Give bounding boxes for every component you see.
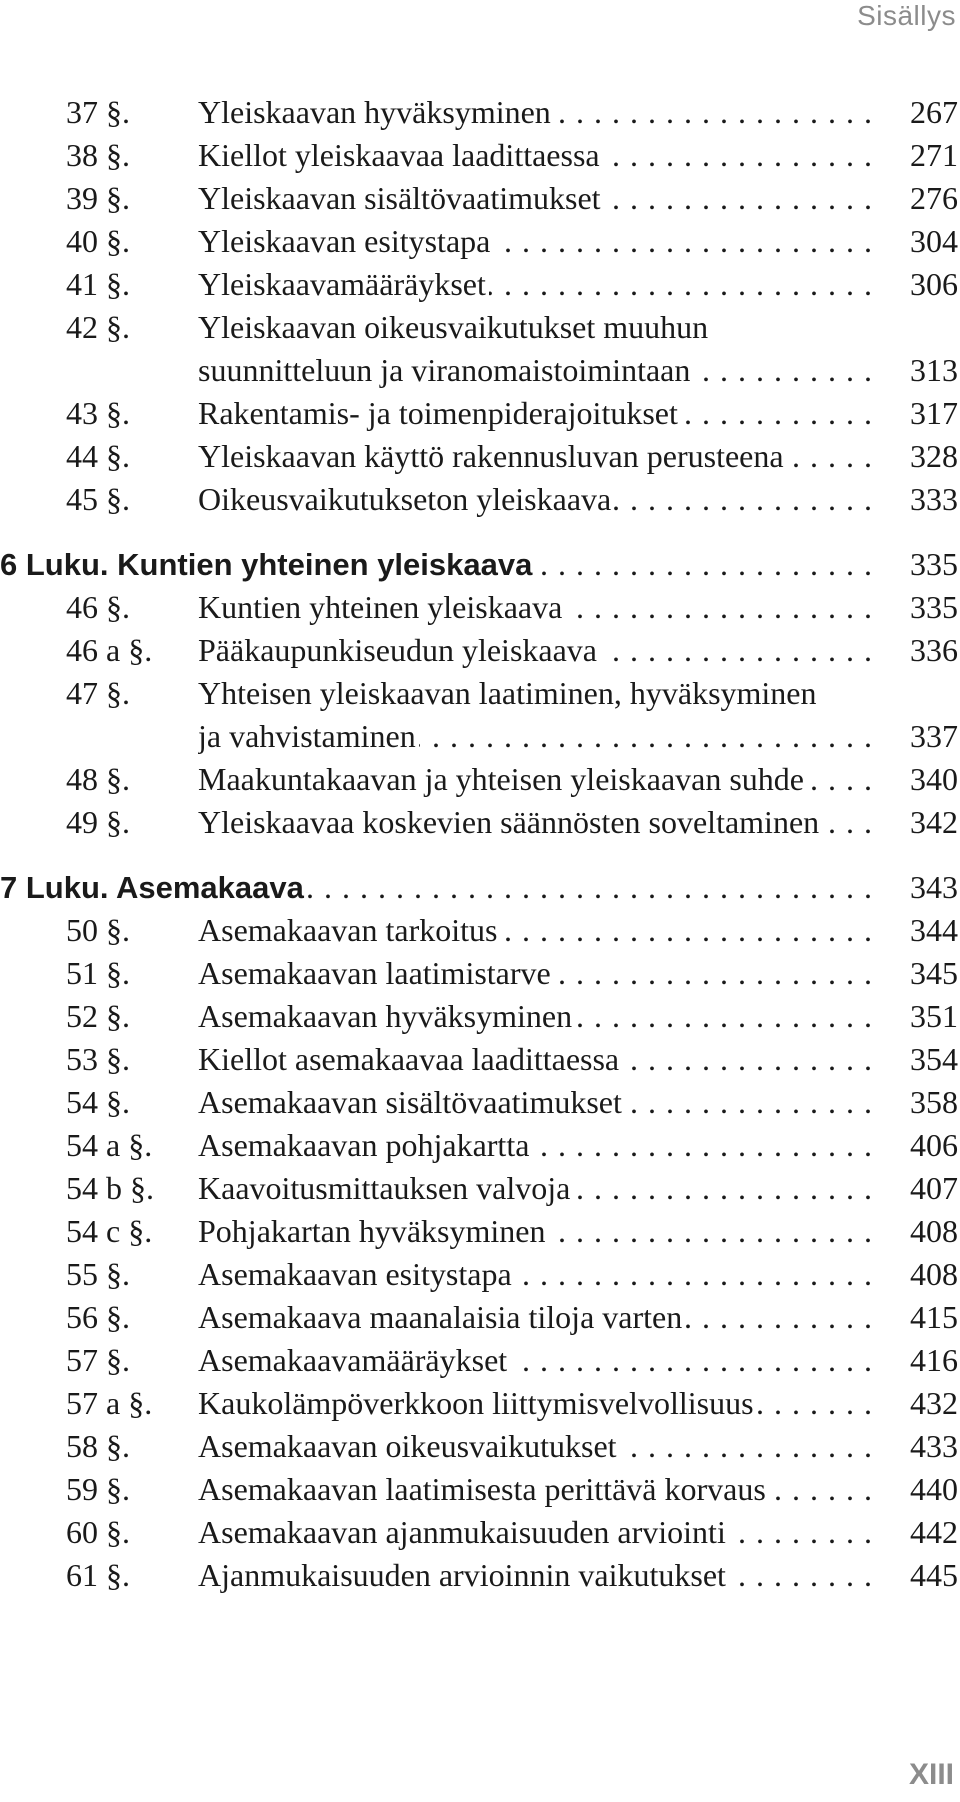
toc-page-number: 344 xyxy=(910,912,958,948)
toc-entry-title xyxy=(198,995,873,1038)
toc-page-number: 340 xyxy=(910,761,958,797)
toc-entry-title-text: Asemakaavan laatimisesta perittävä korvaus xyxy=(198,1471,769,1507)
table-of-contents xyxy=(0,91,960,1597)
toc-section-number: 60 §. xyxy=(66,1514,130,1550)
toc-entry-title-text: Kuntien yhteinen yleiskaava xyxy=(198,589,565,625)
toc-entry-title xyxy=(198,1210,873,1253)
toc-page-number: 354 xyxy=(910,1041,958,1077)
toc-section-number: 57 a §. xyxy=(66,1385,153,1421)
toc-entry-title-text: Yleiskaavan esitystapa xyxy=(198,223,493,259)
toc-entry-row[interactable] xyxy=(0,1167,960,1210)
toc-section-number: 55 §. xyxy=(66,1256,130,1292)
toc-section-number: 54 §. xyxy=(66,1084,130,1120)
toc-chapter-title xyxy=(0,543,873,586)
toc-entry-row[interactable] xyxy=(0,306,960,349)
toc-entry-title xyxy=(198,801,873,844)
toc-section-number: 56 §. xyxy=(66,1299,130,1335)
toc-entry-title-text: ja vahvistaminen xyxy=(198,718,419,754)
toc-entry-row[interactable] xyxy=(0,1468,960,1511)
toc-entry-row[interactable] xyxy=(0,435,960,478)
toc-section-number: 61 §. xyxy=(66,1557,130,1593)
toc-entry-row[interactable] xyxy=(0,1511,960,1554)
toc-section-number: 51 §. xyxy=(66,955,130,991)
toc-entry-title-text: Yleiskaavamääräykset xyxy=(198,266,489,302)
toc-entry-title xyxy=(198,909,873,952)
toc-page-number: 271 xyxy=(910,137,958,173)
toc-entry-title xyxy=(198,672,873,715)
toc-entry-title-text: Yhteisen yleiskaavan laatiminen, hyväksyminen xyxy=(198,675,820,711)
toc-entry-title-text: Asemakaavan oikeusvaikutukset xyxy=(198,1428,620,1464)
toc-entry-row[interactable] xyxy=(0,1382,960,1425)
toc-entry-title xyxy=(198,1253,873,1296)
toc-entry-title-text: Oikeusvaikutukseton yleiskaava xyxy=(198,481,614,517)
toc-section-number: 48 §. xyxy=(66,761,130,797)
toc-section-number: 38 §. xyxy=(66,137,130,173)
toc-entry-title xyxy=(198,1511,873,1554)
toc-section-number: 53 §. xyxy=(66,1041,130,1077)
toc-entry-row[interactable] xyxy=(0,995,960,1038)
toc-entry-row[interactable] xyxy=(0,349,960,392)
toc-entry-row[interactable] xyxy=(0,134,960,177)
toc-chapter-row[interactable] xyxy=(0,866,960,909)
toc-entry-title-text: Yleiskaavan käyttö rakennusluvan perusteena xyxy=(198,438,787,474)
toc-entry-title-text: Kaukolämpöverkkoon liittymisvelvollisuus xyxy=(198,1385,757,1421)
toc-chapter-title-text: 7 Luku. Asemakaava xyxy=(0,870,307,905)
toc-section-number: 54 c §. xyxy=(66,1213,153,1249)
toc-entry-title xyxy=(198,758,873,801)
toc-entry-row[interactable] xyxy=(0,586,960,629)
toc-page-number: 433 xyxy=(910,1428,958,1464)
toc-entry-title-text: Rakentamis- ja toimenpiderajoitukset xyxy=(198,395,681,431)
toc-page-number: 328 xyxy=(910,438,958,474)
toc-page-number: 432 xyxy=(910,1385,958,1421)
toc-section-number: 45 §. xyxy=(66,481,130,517)
toc-page-number: 337 xyxy=(910,718,958,754)
toc-entry-row[interactable] xyxy=(0,177,960,220)
toc-entry-title xyxy=(198,1296,873,1339)
toc-page-number: 407 xyxy=(910,1170,958,1206)
toc-page-number: 442 xyxy=(910,1514,958,1550)
toc-entry-title xyxy=(198,629,873,672)
toc-section-number: 47 §. xyxy=(66,675,130,711)
toc-entry-row[interactable] xyxy=(0,758,960,801)
toc-entry-title-text: Asemakaavan tarkoitus xyxy=(198,912,500,948)
toc-page-number: 313 xyxy=(910,352,958,388)
toc-page-number: 342 xyxy=(910,804,958,840)
toc-entry-title xyxy=(198,220,873,263)
toc-entry-row[interactable] xyxy=(0,1554,960,1597)
toc-section-number: 46 §. xyxy=(66,589,130,625)
toc-page-number: 358 xyxy=(910,1084,958,1120)
toc-page-number: 276 xyxy=(910,180,958,216)
toc-entry-title-text: Asemakaavan ajanmukaisuuden arviointi xyxy=(198,1514,729,1550)
running-header: Sisällys xyxy=(857,0,956,31)
toc-entry-row[interactable] xyxy=(0,952,960,995)
toc-section-number: 54 b §. xyxy=(66,1170,154,1206)
toc-entry-title xyxy=(198,1382,873,1425)
toc-entry-title-text: Asemakaavan hyväksyminen xyxy=(198,998,575,1034)
toc-entry-row[interactable] xyxy=(0,629,960,672)
toc-entry-title-text: Yleiskaavan hyväksyminen xyxy=(198,94,554,130)
toc-entry-title-text: suunnitteluun ja viranomaistoimintaan xyxy=(198,352,693,388)
toc-entry-title-text: Yleiskaavan oikeusvaikutukset muuhun xyxy=(198,309,711,345)
toc-entry-row[interactable] xyxy=(0,909,960,952)
toc-entry-title xyxy=(198,392,873,435)
toc-entry-row[interactable] xyxy=(0,220,960,263)
page-number-footer: XIII xyxy=(908,1758,954,1791)
toc-entry-title xyxy=(198,1124,873,1167)
toc-chapter-row[interactable] xyxy=(0,543,960,586)
toc-chapter-title xyxy=(0,866,873,909)
toc-entry-title xyxy=(198,263,873,306)
toc-entry-title xyxy=(198,478,873,521)
toc-entry-title xyxy=(198,1167,873,1210)
toc-section-number: 49 §. xyxy=(66,804,130,840)
toc-entry-title-text: Asemakaava maanalaisia tiloja varten xyxy=(198,1299,685,1335)
toc-entry-title-text: Asemakaavan laatimistarve xyxy=(198,955,554,991)
toc-page-number: 415 xyxy=(910,1299,958,1335)
toc-entry-row[interactable] xyxy=(0,392,960,435)
toc-entry-title xyxy=(198,349,873,392)
toc-section-number: 37 §. xyxy=(66,94,130,130)
toc-page-number: 267 xyxy=(910,94,958,130)
toc-page-number: 333 xyxy=(910,481,958,517)
toc-entry-title-text: Kaavoitusmittauksen valvoja xyxy=(198,1170,573,1206)
toc-section-number: 50 §. xyxy=(66,912,130,948)
toc-section-number: 42 §. xyxy=(66,309,130,345)
toc-section-number: 58 §. xyxy=(66,1428,130,1464)
toc-entry-title xyxy=(198,91,873,134)
toc-entry-row[interactable] xyxy=(0,1253,960,1296)
toc-entry-row[interactable] xyxy=(0,91,960,134)
toc-entry-row[interactable] xyxy=(0,1081,960,1124)
toc-entry-title-text: Pääkaupunkiseudun yleiskaava xyxy=(198,632,600,668)
toc-page-number: 335 xyxy=(910,589,958,625)
toc-entry-row[interactable] xyxy=(0,801,960,844)
toc-page-number: 336 xyxy=(910,632,958,668)
toc-entry-title xyxy=(198,586,873,629)
toc-entry-title xyxy=(198,1554,873,1597)
toc-entry-title-text: Kiellot asemakaavaa laadittaessa xyxy=(198,1041,622,1077)
toc-entry-row[interactable] xyxy=(0,1038,960,1081)
toc-entry-title xyxy=(198,715,873,758)
toc-entry-title xyxy=(198,306,873,349)
toc-entry-title-text: Maakuntakaavan ja yhteisen yleiskaavan suhde xyxy=(198,761,807,797)
toc-page-number: 317 xyxy=(910,395,958,431)
toc-entry-row[interactable] xyxy=(0,1210,960,1253)
toc-entry-row[interactable] xyxy=(0,672,960,715)
toc-entry-row[interactable] xyxy=(0,1296,960,1339)
toc-section-number: 57 §. xyxy=(66,1342,130,1378)
toc-entry-title-text: Yleiskaavaa koskevien säännösten soveltaminen xyxy=(198,804,822,840)
toc-entry-title-text: Asemakaavan sisältövaatimukset xyxy=(198,1084,625,1120)
toc-page-number: 345 xyxy=(910,955,958,991)
toc-entry-row[interactable] xyxy=(0,478,960,521)
toc-entry-title-text: Asemakaavamääräykset xyxy=(198,1342,510,1378)
toc-section-number: 59 §. xyxy=(66,1471,130,1507)
toc-entry-title xyxy=(198,1339,873,1382)
toc-page-number: 351 xyxy=(910,998,958,1034)
toc-section-number: 39 §. xyxy=(66,180,130,216)
toc-page-number: 445 xyxy=(910,1557,958,1593)
toc-entry-title-text: Yleiskaavan sisältövaatimukset xyxy=(198,180,604,216)
toc-entry-title-text: Pohjakartan hyväksyminen xyxy=(198,1213,548,1249)
toc-entry-title xyxy=(198,435,873,478)
toc-section-number: 54 a §. xyxy=(66,1127,153,1163)
toc-entry-title xyxy=(198,134,873,177)
toc-page-number: 408 xyxy=(910,1213,958,1249)
toc-page-number: 408 xyxy=(910,1256,958,1292)
toc-section-number: 41 §. xyxy=(66,266,130,302)
toc-entry-row[interactable] xyxy=(0,1425,960,1468)
toc-page-number: 306 xyxy=(910,266,958,302)
toc-page-number: 304 xyxy=(910,223,958,259)
toc-section-number: 43 §. xyxy=(66,395,130,431)
toc-page-number: 416 xyxy=(910,1342,958,1378)
toc-entry-title xyxy=(198,1081,873,1124)
toc-page-number: 343 xyxy=(910,869,958,905)
toc-entry-title-text: Asemakaavan pohjakartta xyxy=(198,1127,532,1163)
toc-entry-row[interactable] xyxy=(0,1124,960,1167)
toc-entry-title xyxy=(198,952,873,995)
toc-section-number: 46 a §. xyxy=(66,632,153,668)
toc-entry-row[interactable] xyxy=(0,263,960,306)
toc-entry-title-text: Asemakaavan esitystapa xyxy=(198,1256,515,1292)
toc-entry-title xyxy=(198,1425,873,1468)
toc-section-number: 44 §. xyxy=(66,438,130,474)
toc-page-number: 406 xyxy=(910,1127,958,1163)
toc-entry-title-text: Ajanmukaisuuden arvioinnin vaikutukset xyxy=(198,1557,729,1593)
toc-section-number: 40 §. xyxy=(66,223,130,259)
toc-entry-row[interactable] xyxy=(0,715,960,758)
toc-chapter-title-text: 6 Luku. Kuntien yhteinen yleiskaava xyxy=(0,547,535,582)
toc-entry-title-text: Kiellot yleiskaavaa laadittaessa xyxy=(198,137,603,173)
toc-entry-title xyxy=(198,177,873,220)
toc-page-number: 335 xyxy=(910,546,958,582)
toc-page-number: 440 xyxy=(910,1471,958,1507)
toc-entry-title xyxy=(198,1468,873,1511)
toc-entry-row[interactable] xyxy=(0,1339,960,1382)
toc-section-number: 52 §. xyxy=(66,998,130,1034)
toc-entry-title xyxy=(198,1038,873,1081)
